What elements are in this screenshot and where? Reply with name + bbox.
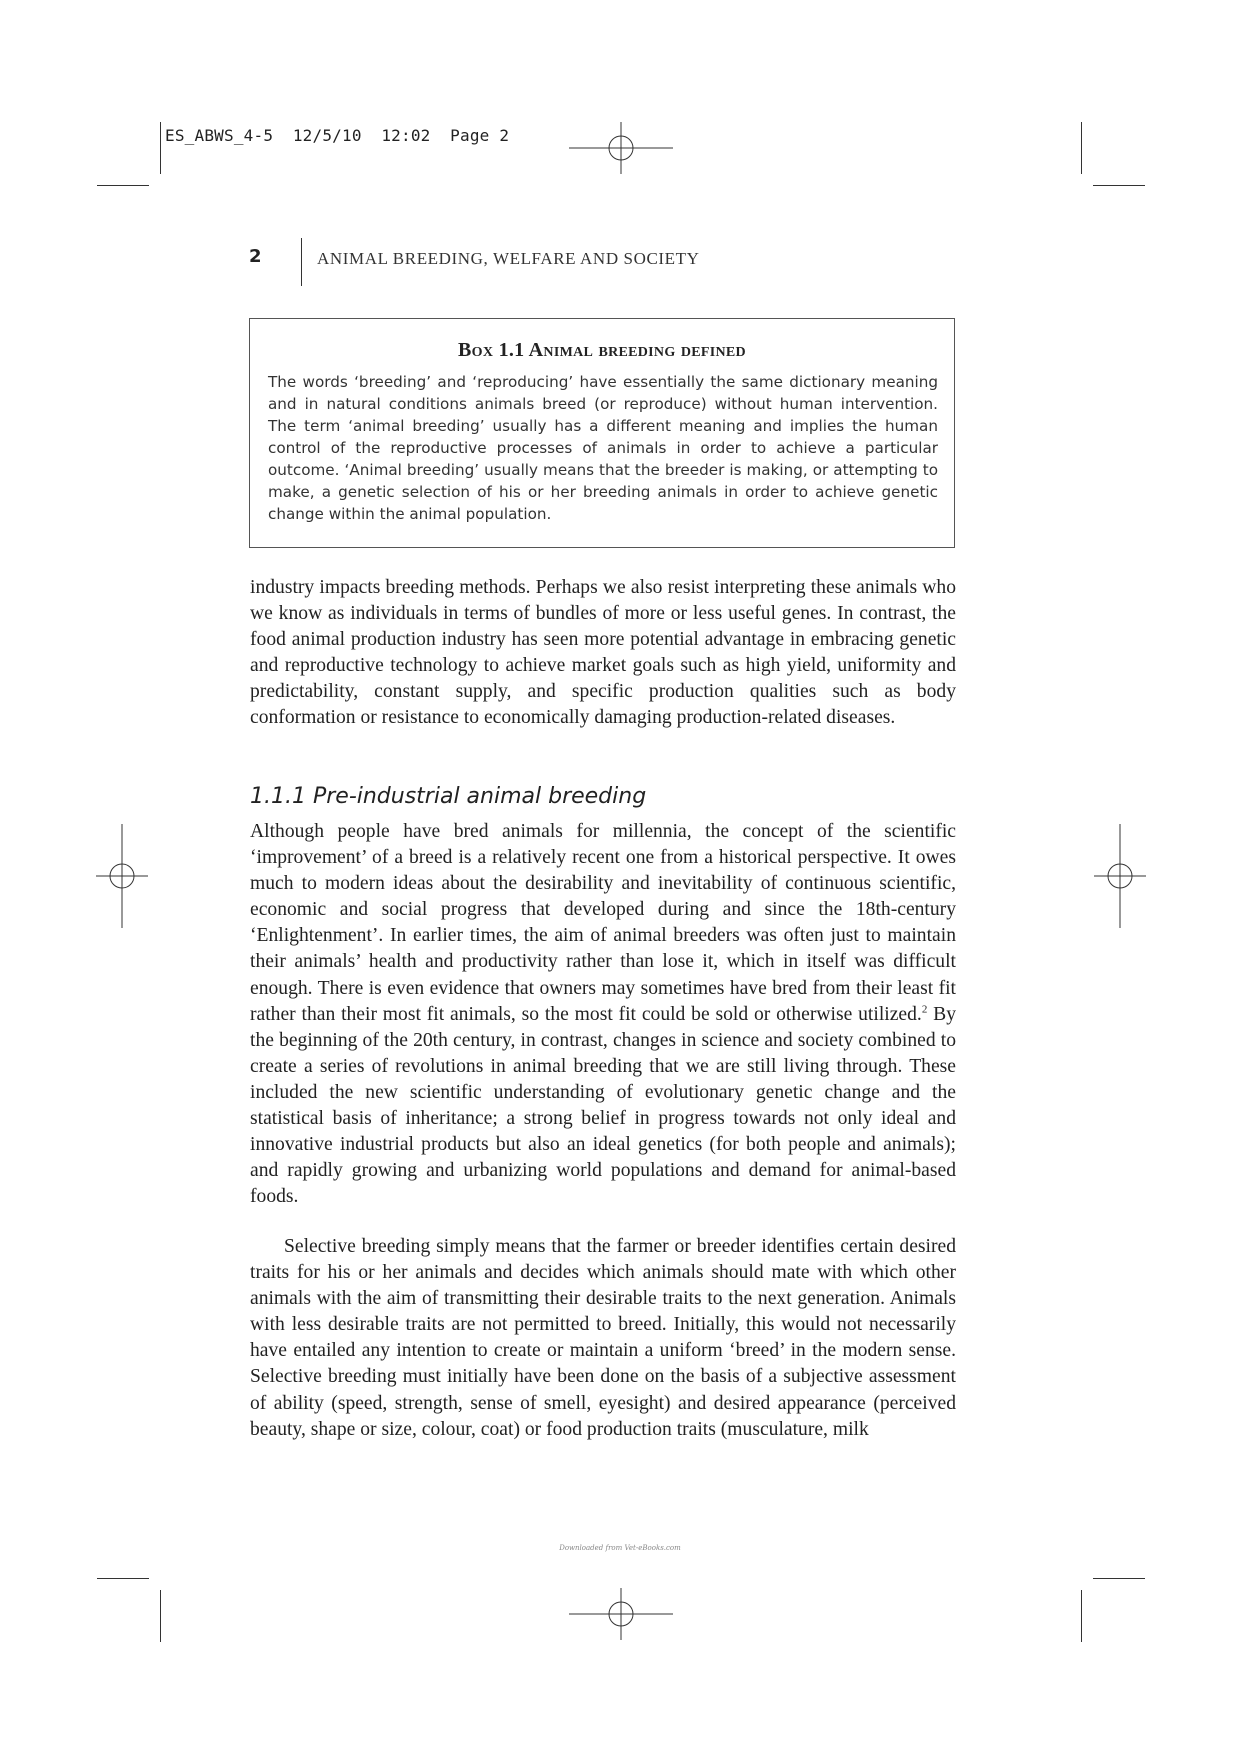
registration-mark-bottom bbox=[569, 1588, 673, 1640]
header-divider bbox=[301, 238, 302, 286]
registration-mark-right bbox=[1094, 824, 1146, 928]
box-title: Box 1.1 Animal breeding defined bbox=[458, 339, 746, 361]
crop-mark-top-left-horizontal bbox=[97, 185, 149, 186]
section-heading: 1.1.1 Pre-industrial animal breeding bbox=[250, 784, 647, 809]
body-paragraph bbox=[250, 575, 956, 732]
registration-mark-left bbox=[96, 824, 148, 928]
paragraph-text: Selective breeding simply means that the farmer or breeder identifies certain desired traits for his or her animals and decides which animals should mate with which other animals with the aim of transmitting their desirable traits to the next generation. Animals with less desirable traits are not permitted to breed. Initially, this would not necessarily have entailed any intention to create or maintain a uniform ‘breed’ in the modern sense. Selective breeding must initially have been done on the basis of a subjective assessment of ability (speed, strength, sense of smell, eyesight) and desired appearance (perceived beauty, shape or size, colour, coat) or food production traits (musculature, milk bbox=[250, 1236, 956, 1440]
page-number: 2 bbox=[249, 246, 262, 267]
running-title: ANIMAL BREEDING, WELFARE AND SOCIETY bbox=[317, 249, 700, 268]
crop-mark-bottom-right-vertical bbox=[1081, 1590, 1082, 1642]
paragraph-text: industry impacts breeding methods. Perhaps we also resist interpreting these animals who we know as individuals in terms of bundles of more or less useful genes. In contrast, the food animal production industry has seen more potential advantage in embracing genetic and reproductive technology to achieve market goals such as high yield, uniformity and predictability, constant supply, and specific production qualities such as body conformation or resistance to economically damaging production-related diseases. bbox=[250, 577, 956, 729]
footnote-reference: 2 bbox=[921, 1003, 928, 1016]
crop-mark-bottom-left-horizontal bbox=[97, 1578, 149, 1579]
crop-mark-top-right-horizontal bbox=[1093, 185, 1145, 186]
paragraph-text-part: By the beginning of the 20th century, in contrast, changes in science and society combined to create a series of revolutions in animal breeding that we are still living through. These included the new scientific understanding of evolutionary genetic change and the statistical basis of inheritance; a strong belief in progress towards not only ideal and innovative industrial products but also an ideal genetics (for both people and animals); and rapidly growing and urbanizing world populations and demand for animal-based foods. bbox=[250, 1003, 957, 1208]
body-paragraph bbox=[250, 819, 956, 1210]
crop-mark-top-right-vertical bbox=[1081, 122, 1082, 174]
crop-mark-bottom-left-vertical bbox=[160, 1590, 161, 1642]
paragraph-text-part: Although people have bred animals for millennia, the concept of the scientific ‘improvement’ of a breed is a relatively recent one from a historical perspective. It owes much to modern ideas about the desirability and inevitability of continuous scientific, economic and social progress that developed during and since the 18th-century ‘Enlightenment’. In earlier times, the aim of animal breeders was often just to maintain their animals’ health and productivity rather than lose it, which in itself was difficult enough. There is even evidence that owners may sometimes have bred from their least fit rather than their most fit animals, so the most fit could be sold or otherwise utilized. bbox=[250, 821, 956, 1025]
box-text: The words ‘breeding’ and ‘reproducing’ have essentially the same dictionary meaning and in natural conditions animals breed (or reproduce) without human intervention. The term ‘animal breeding’ usually has a different meaning and implies the human control of the reproductive processes of animals in order to achieve a particular outcome. ‘Animal breeding’ usually means that the breeder is making, or attempting to make, a genetic selection of his or her breeding animals in order to achieve genetic change within the animal population. bbox=[268, 373, 938, 523]
crop-mark-bottom-right-horizontal bbox=[1093, 1578, 1145, 1579]
body-paragraph bbox=[250, 1234, 956, 1443]
definition-box bbox=[249, 318, 955, 548]
crop-mark-top-left-vertical bbox=[160, 122, 161, 174]
paragraph-text bbox=[250, 819, 956, 1210]
registration-mark-top bbox=[569, 122, 673, 174]
download-watermark: Downloaded from Vet-eBooks.com bbox=[559, 1544, 681, 1552]
printer-slug: ES_ABWS_4-5 12/5/10 12:02 Page 2 bbox=[165, 126, 510, 145]
